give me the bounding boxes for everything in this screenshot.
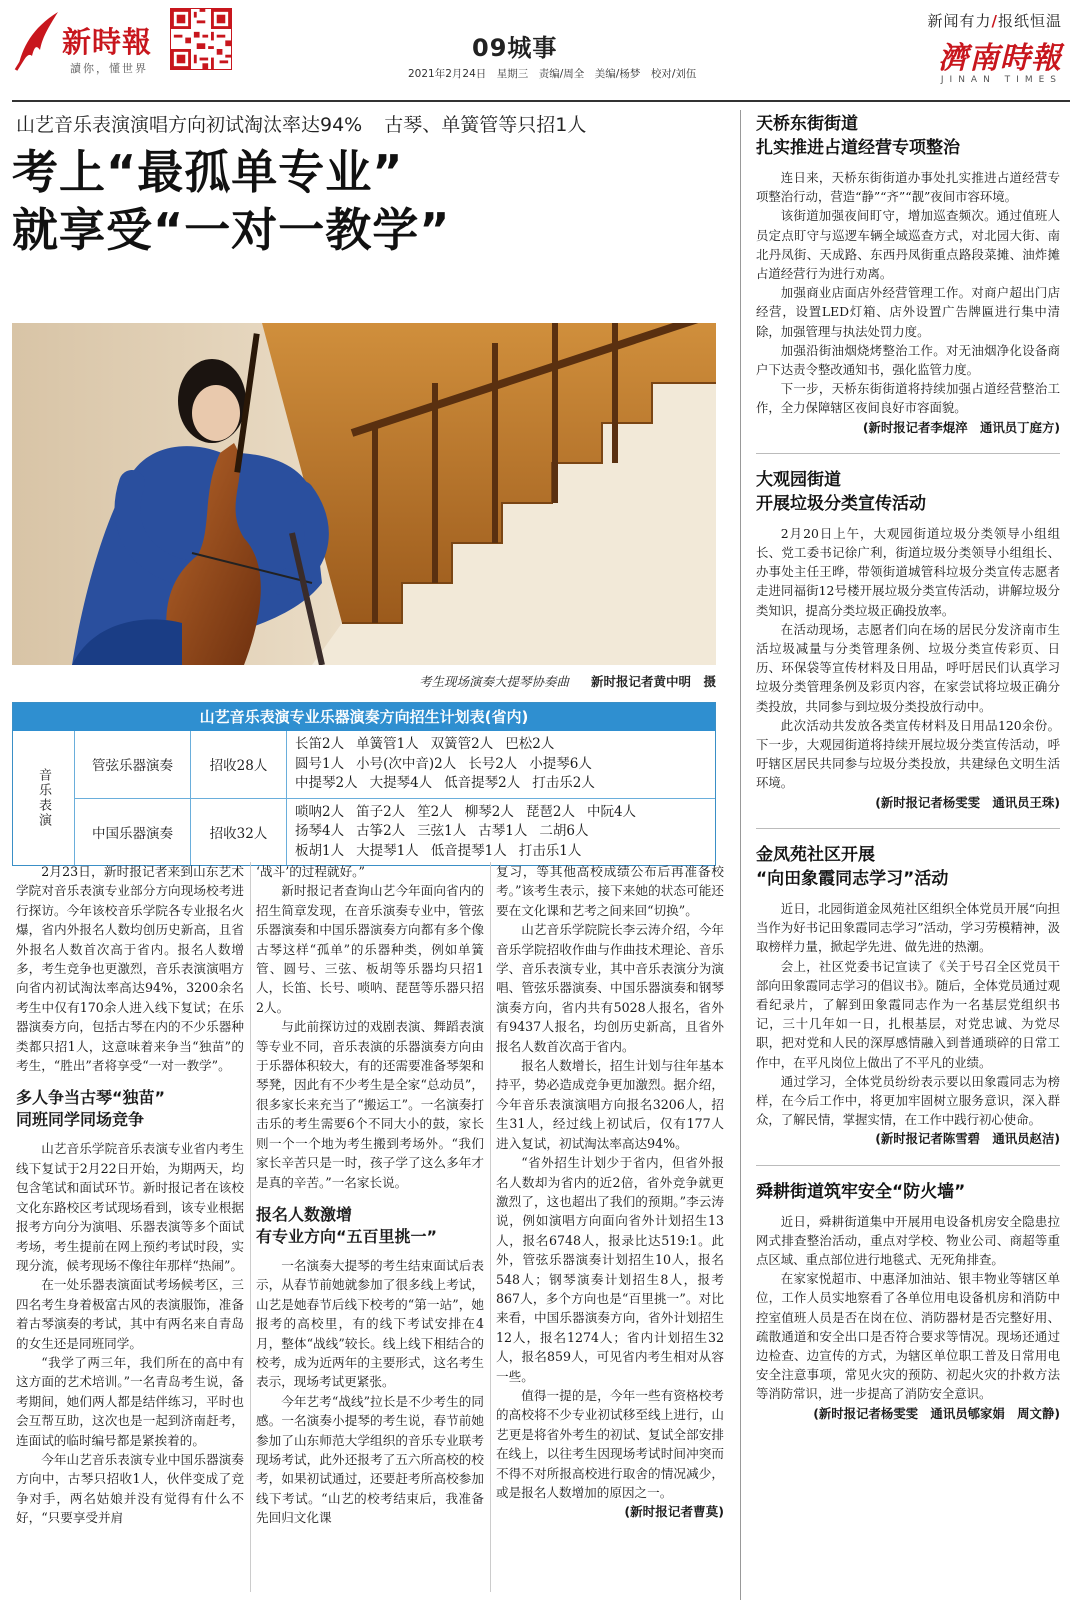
brief-divider [756,828,1060,829]
paragraph: 在活动现场，志愿者们向在场的居民分发济南市生活垃圾减量与分类管理条例、垃圾分类宣传彩页、日历、环保袋等宣传材料及日用品，呼吁居民们认真学习垃圾分类管理条例及彩页内容，在家尝试将垃圾正确分类投放，共同参与到垃圾分类投放行动中。 [756,621,1060,714]
paragraph: 山艺音乐学院院长李云涛介绍，今年音乐学院招收作曲与作曲技术理论、音乐学、音乐表演专业，其中音乐表演分为演唱、管弦乐器演奏、中国乐器演奏和钢琴演奏方向，省内共有5028人报名，省外有9437人报名，均创历史新高，且省外报名人数首次高于省内。 [496,922,724,1054]
logo-left-name: 新時報 [62,25,153,59]
brief-title-line: 扎实推进占道经营专项整治 [756,138,960,158]
table-row [75,731,715,799]
instrument-item: 琵琶2人 [525,803,575,820]
headline [12,143,728,259]
brief-title-line: 天桥东街街道 [756,114,858,134]
instrument-item: 大提琴4人 [369,775,433,791]
subheading-line: 多人争当古琴“独苗” [16,1088,166,1108]
instrument-line [295,842,707,862]
cello-photo[interactable] [12,323,716,665]
instrument-item: 长笛2人 [295,736,345,752]
instrument-item: 低音提琴2人 [444,775,521,791]
instrument-item: 低音提琴1人 [430,842,507,859]
quota-cell: 招收32人 [191,799,287,866]
table-body [13,731,715,865]
article-column-3 [496,862,724,1522]
paragraph: 该街道加强夜间盯守，增加巡查频次。通过值班人员定点盯守与巡逻车辆全域巡查方式，对北园大街、南北丹凤街、天成路、东西丹凤街重点路段菜摊、油炸摊占道经营行为进行劝离。 [756,208,1060,282]
brief-divider [756,453,1060,454]
byline: (新时报记者李焜淬 通讯员丁庭方) [862,419,1060,435]
paragraph: 新时报记者查询山艺今年面向省内的招生简章发现，在音乐演奏专业中，管弦乐器演奏和中国乐器演奏方向都有多个像古琴这样“孤单”的乐器种类，例如单簧管、圆号、三弦、板胡等乐器均只招1人，长笛、长号、唢呐、琵琶等乐器只招2人。 [256,883,484,1015]
instrument-item: 三弦1人 [417,823,467,839]
instrument-line [295,735,707,755]
paragraph: 加强商业店面店外经营管理工作。对商户超出门店经营，设置LED灯箱、店外设置广告牌匾进行集中清除，加强管理与执法处罚力度。 [756,285,1060,339]
column-divider [250,862,251,1592]
instrument-item: 打击乐2人 [532,775,595,791]
cellist-image-icon [12,323,716,665]
instrument-item: 扬琴4人 [295,823,345,839]
paragraph: 值得一提的是，今年一些有资格校考的高校将不少专业初试移至线上进行，山艺更是将省外考生的初试、复试全部安排在线上，以往考生因现场考试时间冲突而不得不对所报高校进行取舍的情况减少，或是报名人数增加的原因之一。 [496,1387,724,1500]
paragraph: 会上，社区党委书记宣读了《关于号召全区党员干部向田象霞同志学习的倡议书》。随后，全体党员通过观看纪录片，了解到田象霞同志作为一名基层党组织书记，三十几年如一日，扎根基层，对党忠诚、为党尽职，把对党和人民的深厚感情融入到普通琐碎的日常工作中，在平凡岗位上做出了不平凡的业绩。 [756,958,1060,1070]
motto-right: 报纸恒温 [997,12,1062,30]
article-body [12,862,728,1598]
brief-title [756,468,1060,516]
column-divider [490,862,491,1592]
paragraph: 连日来，天桥东街街道办事处扎实推进占道经营专项整治行动，营造“静”“齐”“靓”夜间市容环境。 [756,170,1060,205]
qr-code-icon [171,9,231,69]
table-row [75,799,715,866]
brief-daguanyuan [756,468,1060,812]
instrument-list [287,731,715,798]
paragraph: 通过学习，全体党员纷纷表示要以田象霞同志为榜样，在今后工作中，将更加牢固树立服务意识，深入群众，了解民情，掌握实情，在工作中践行初心使命。 [756,1073,1060,1128]
byline: (新时报记者杨雯雯 通讯员王珠) [875,794,1060,810]
brief-shungeng [756,1180,1060,1423]
instrument-item: 小号(次中音)2人 [356,755,457,772]
headline-line-2: 就享受“一对一教学” [12,203,451,257]
instrument-item: 二胡6人 [539,823,589,839]
photo-caption-line [12,672,716,690]
paragraph: 一名演奏大提琴的考生结束面试后表示，从春节前她就参加了很多线上考试，山艺是她春节后线下校考的“第一站”，她报考的高校里，有的线下考试安排在4月，整体“战线”较长。线上线下相结合的校考，成为近两年的主要形式，这名考生表示，现场考试更紧张。 [256,1257,484,1390]
paragraph: 在一处乐器表演面试考场候考区，三四名考生身着极富古风的表演服饰，准备着古琴演奏的考试，其中有两名来自青岛的女生还是同班同学。 [16,1277,244,1351]
paragraph: “省外招生计划少于省内，但省外报名人数却为省内的近2倍，省外竞争就更激烈了，这也超出了我们的预期。”李云涛说，例如演唱方向面向省外计划招生13人，报名6748人，报录比达519:1。此外，管弦乐器演奏计划招生10人，报名548人；钢琴演奏计划招生8人，报考867人，多个方向也是“百里挑一”。对比来看，中国乐器演奏方向，省外计划招生12人，报名1274人；省内计划招生32人，报名859人，可见省内考生相对从容一些。 [496,1155,724,1384]
instrument-line [295,803,707,823]
jinan-times-logo[interactable] [876,10,1062,86]
brief-title [756,112,1060,160]
brief-title [756,843,1060,891]
photo-caption: 考生现场演奏大提琴协奏曲 [418,674,569,689]
brief-title-line: 金凤苑社区开展 [756,844,875,865]
brief-jinfengyuan [756,843,1060,1149]
logo-left-slogan: 讀你，懂世界 [70,62,148,75]
instrument-list [287,799,715,866]
paragraph: 山艺音乐学院音乐表演专业省内考生线下复试于2月22日开始，为期两天，均包含笔试和面试环节。新时报记者在该校文化东路校区考试现场看到，该专业根据报考方向分为演唱、乐器表演等多个面试考场，考生提前在网上预约考试时段，实现分流，候考现场不像往年那样“热闹”。 [16,1141,244,1273]
motto [876,10,1062,31]
instrument-line [295,755,707,775]
instrument-item: 古琴1人 [478,823,528,839]
direction-cell: 中国乐器演奏 [75,799,191,866]
table-rows [75,731,715,865]
paragraph: 加强沿街油烟烧烤整治工作。对无油烟净化设备商户下达责令整改通知书，强化监管力度。 [756,342,1060,378]
brief-title [756,1180,1060,1204]
paragraph: 下一步，天桥东街街道将持续加强占道经营整治工作，全力保障辖区夜间良好市容面貌。 [756,381,1060,416]
paragraph: 今年艺考“战线”拉长是不少考生的同感。一名演奏小提琴的考生说，春节前她参加了山东师范大学组织的音乐专业联考现场考试，此外还报考了五六所高校的校考，如果初试通过，还要赶考所高校参加线下考试。“山艺的校考结束后，我准备先回归文化课 [256,1393,484,1526]
paragraph: 今年山艺音乐表演专业中国乐器演奏方向中，古琴只招收1人，伙伴变成了竞争对手，两名姑娘并没有觉得有什么不好，“只要享受并肩 [16,1451,244,1526]
instrument-item: 中阮4人 [586,803,637,820]
news-briefs [756,112,1060,1439]
dateline: 2021年2月24日 星期三 责编/周全 美编/杨梦 校对/刘伍 [408,68,697,80]
headline-line-1: 考上“最孤单专业” [12,145,404,199]
paragraph: “我学了两三年，我们所在的高中有这方面的艺术培训。”一名青岛考生说，备考期间，她们两人都是结伴练习，平时也会互帮互助，这次也是一起到济南赶考，连面试的临时编号都是紧挨着的。 [16,1354,244,1448]
paragraph: ‘战斗’的过程就好。” [256,864,365,879]
brief-title-line: 大观园街道 [756,469,841,490]
direction-cell: 管弦乐器演奏 [75,731,191,798]
instrument-item: 巴松2人 [505,736,555,752]
instrument-item: 打击乐1人 [518,842,582,859]
brief-title-line: 开展垃圾分类宣传活动 [756,493,926,514]
photo-credit: 新时报记者黄中明 摄 [590,674,716,689]
brand-right-en: JINAN TIMES [940,75,1062,85]
instrument-item: 双簧管2人 [430,736,494,752]
quota-cell: 招收28人 [191,731,287,798]
category-label: 音乐表演 [36,768,51,828]
byline: (新时报记者曹莫) [624,1504,724,1520]
brief-tianqiao [756,112,1060,437]
byline: (新时报记者陈雪碧 通讯员赵洁) [875,1131,1060,1147]
paragraph: 近日，舜耕街道集中开展用电设备机房安全隐患拉网式排查整治活动，重点对学校、物业公司、商超等重点区域、重点部位进行地毯式、无死角排查。 [756,1213,1060,1267]
subheading [16,1087,244,1131]
instrument-item: 笛子2人 [356,803,406,820]
instrument-item: 大提琴1人 [356,842,419,859]
kicker-1: 山艺音乐表演演唱方向初试淘汰率达94% [16,114,363,136]
instrument-item: 板胡1人 [295,842,345,859]
paragraph: 此次活动共发放各类宣传材料及日用品120余份。下一步，大观园街道将持续开展垃圾分类宣传活动，呼吁辖区居民共同参与垃圾分类投放，共建绿色文明生活环境。 [756,717,1060,791]
paragraph: 在家家悦超市、中惠泽加油站、银丰物业等辖区单位，工作人员实地察看了各单位用电设备机房和消防中控室值班人员是否在岗在位、消防器材是否完整好用、疏散通道和安全出口是否符合要求等情况。现场还通过边检查、边宣传的方式，为辖区单位职工普及日常用电安全注意事项，常见火灾的预防、初起火灾的扑救方法等消防常识，进一步提高了消防安全意识。 [756,1271,1060,1402]
top-rule [12,100,1070,102]
enrollment-plan-table [12,702,716,866]
instrument-item: 唢呐2人 [295,803,345,820]
byline: (新时报记者杨雯雯 通讯员郇家娟 周文静) [813,1405,1060,1421]
subheading: 报名人数激增 有专业方向“五百里挑一” [256,1204,438,1246]
table-title: 山艺音乐表演专业乐器演奏方向招生计划表(省内) [13,703,715,731]
qr-code[interactable] [170,8,232,70]
paragraph: 复习，等其他高校成绩公布后再准备校考。”该考生表示，接下来她的状态可能还要在文化课和艺考之间来回“切换”。 [496,864,724,918]
article-column-1 [16,862,244,1528]
xinshibao-logo[interactable] [12,8,162,78]
paragraph: 2月20日上午，大观园街道垃圾分类领导小组组长、党工委书记徐广利，街道垃圾分类领导小组组长、办事处主任王晔，带领街道城管科垃圾分类宣传志愿者走进同福街12号楼开展垃圾分类宣传活动，讲解垃圾分类知识，提高分类垃圾正确投放率。 [756,525,1060,618]
instrument-item: 单簧管1人 [356,736,419,752]
page-number: 09城事 [472,34,558,62]
paragraph: 近日，北园街道金凤苑社区组织全体党员开展“向担当作为好书记田象霞同志学习”活动，学习劳模精神，汲取榜样力量，掀起学先进、做先进的热潮。 [756,900,1060,955]
instrument-item: 长号2人 [468,755,518,772]
sidebar-divider [740,110,741,1600]
feather-logo-icon [12,8,64,74]
paragraph: 2月23日，新时报记者来到山东艺术学院对音乐表演专业部分方向现场校考进行探访。今年该校音乐学院各专业报名火爆，省内外报名人数均创历史新高，且省外报名人数首次高于省内。报名人数增多，考生竞争也更激烈，音乐表演演唱方向省内初试淘汰率高达94%，3200余名考生中仅有170余人进入线下复试；在乐器演奏方向，包括古琴在内的不少乐器种类都只招1人，这意味着来争当“独苗”的考生，“胜出”者将享受“一对一教学”。 [16,864,244,1074]
subheading-line: 同班同学同场竞争 [16,1110,145,1130]
instrument-line [295,822,707,842]
brief-divider [756,1165,1060,1166]
brief-title-line: “向田象霞同志学习”活动 [756,868,949,889]
motto-slash-icon: / [991,12,998,30]
instrument-item: 古筝2人 [356,823,406,839]
instrument-line [295,774,707,794]
main-article [12,110,728,859]
kicker [16,110,728,137]
paragraph: 与此前探访过的戏剧表演、舞蹈表演等专业不同，音乐表演的乐器演奏方向由于乐器体积较大，有的还需要准备琴架和琴凳，因此有不少考生是全家“总动员”，很多家长来充当了“搬运工”。一名演奏打击乐的考生需要6个不同大小的鼓，家长则一个一个地为考生搬到考场外。“我们家长辛苦只是一时，孩子学了这么多年才是真的辛苦。”一名家长说。 [256,1019,484,1190]
brand-right: 濟南時報 [938,41,1062,76]
paragraph: 报名人数增长，招生计划与往年基本持平，势必造成竞争更加激烈。据介绍，今年音乐表演演唱方向报名3206人，招生31人，经过线上初试后，仅有177人进入复试，初试淘汰率高达94%。 [496,1058,724,1151]
instrument-item: 笙2人 [417,803,453,820]
table-category [13,731,75,865]
instrument-item: 柳琴2人 [464,803,514,820]
kicker-2: 古琴、单簧管等只招1人 [384,114,587,136]
motto-left: 新闻有力 [927,12,992,30]
instrument-item: 圆号1人 [295,755,345,772]
instrument-item: 小提琴6人 [529,755,592,772]
brief-title-line: 舜耕街道筑牢安全“防火墙” [756,1181,966,1202]
article-column-2 [256,862,484,1528]
masthead [0,0,1080,90]
instrument-item: 中提琴2人 [295,775,358,791]
